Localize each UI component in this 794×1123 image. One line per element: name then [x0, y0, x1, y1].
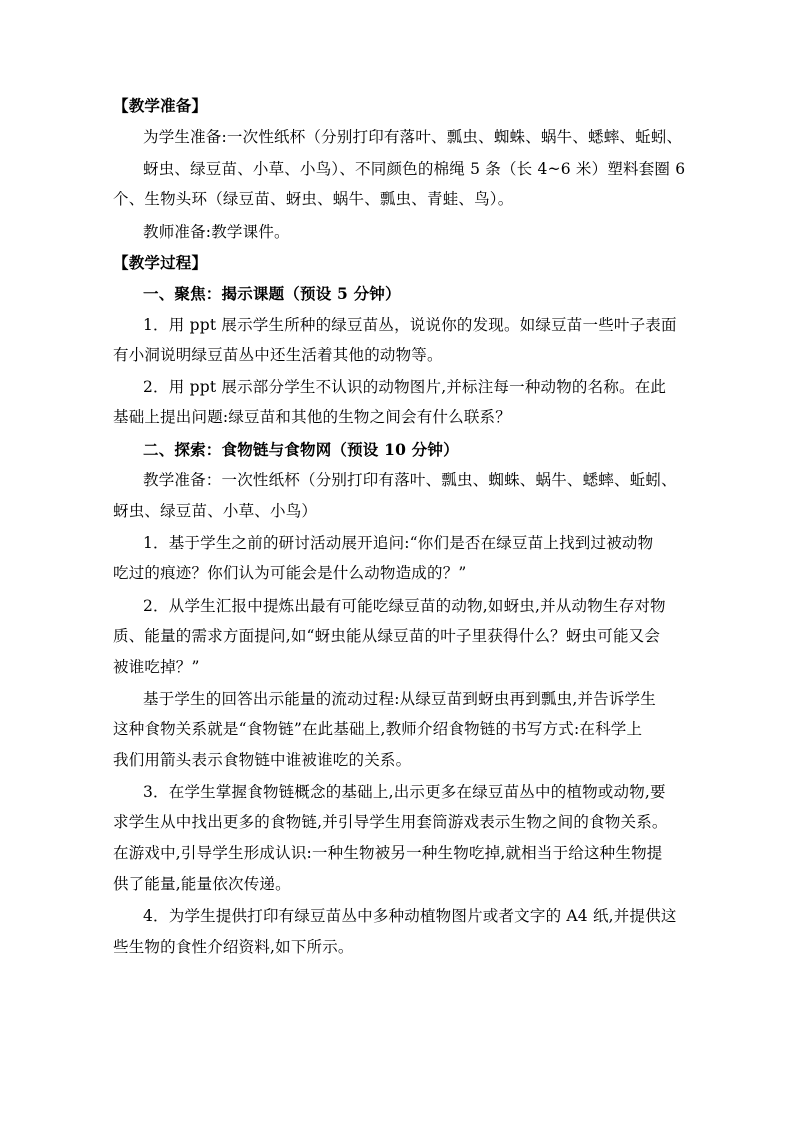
paragraph-line: 吃过的痕迹？你们认为可能会是什么动物造成的？”	[113, 564, 467, 582]
paragraph-line: 些生物的食性介绍资料,如下所示。	[113, 938, 354, 956]
paragraph-line: 1．基于学生之前的研讨活动展开追问:“你们是否在绿豆苗上找到过被动物	[143, 534, 654, 552]
paragraph-line: 在游戏中,引导学生形成认识:一种生物被另一种生物吃掉,就相当于给这种生物提	[113, 844, 663, 862]
subsection-title: 二、探索：食物链与食物网（预设 10 分钟）	[143, 440, 459, 459]
paragraph-line: 个、生物头环（绿豆苗、蚜虫、蜗牛、瓢虫、青蛙、鸟）。	[113, 190, 514, 208]
paragraph-line: 为学生准备:一次性纸杯（分别打印有落叶、瓢虫、蜘蛛、蜗牛、蟋蟀、蚯蚓、	[143, 128, 683, 146]
paragraph-line: 我们用箭头表示食物链中谁被谁吃的关系。	[113, 751, 412, 769]
paragraph-line: 被谁吃掉？”	[113, 658, 200, 676]
paragraph-line: 这种食物关系就是“食物链”在此基础上,教师介绍食物链的书写方式:在科学上	[113, 720, 643, 738]
paragraph-line: 4．为学生提供打印有绿豆苗丛中多种动植物图片或者文字的 A4 纸,并提供这	[143, 907, 677, 925]
paragraph-line: 2．用 ppt 展示部分学生不认识的动物图片,并标注每一种动物的名称。在此	[143, 378, 667, 396]
paragraph-line: 教学准备：一次性纸杯（分别打印有落叶、瓢虫、蜘蛛、蜗牛、蟋蟀、蚯蚓、	[143, 471, 677, 489]
section-heading-process: 【教学过程】	[113, 253, 208, 272]
paragraph-line: 3．在学生掌握食物链概念的基础上,出示更多在绿豆苗丛中的植物或动物,要	[143, 783, 666, 801]
paragraph-line: 有小洞说明绿豆苗丛中还生活着其他的动物等。	[113, 346, 443, 364]
section-heading-preparation: 【教学准备】	[113, 96, 208, 115]
paragraph-line: 蚜虫、绿豆苗、小草、小鸟）	[113, 502, 318, 520]
paragraph-line: 质、能量的需求方面提问,如“蚜虫能从绿豆苗的叶子里获得什么？蚜虫可能又会	[113, 627, 661, 645]
paragraph-line: 教师准备:教学课件。	[143, 223, 290, 241]
paragraph-line: 供了能量,能量依次传递。	[113, 875, 291, 893]
paragraph-line: 蚜虫、绿豆苗、小草、小鸟）、不同颜色的棉绳 5 条（长 4~6 米）塑料套圈 6	[143, 160, 686, 178]
paragraph-line: 基础上提出问题:绿豆苗和其他的生物之间会有什么联系？	[113, 408, 511, 426]
paragraph-line: 求学生从中找出更多的食物链,并引导学生用套筒游戏表示生物之间的食物关系。	[113, 813, 668, 831]
paragraph-line: 基于学生的回答出示能量的流动过程:从绿豆苗到蚜虫再到瓢虫,并告诉学生	[143, 690, 656, 708]
paragraph-line: 1．用 ppt 展示学生所种的绿豆苗丛，说说你的发现。如绿豆苗一些叶子表面	[143, 316, 677, 334]
paragraph-line: 2．从学生汇报中提炼出最有可能吃绿豆苗的动物,如蚜虫,并从动物生存对物	[143, 597, 666, 615]
subsection-title: 一、聚焦：揭示课题（预设 5 分钟）	[143, 284, 401, 303]
